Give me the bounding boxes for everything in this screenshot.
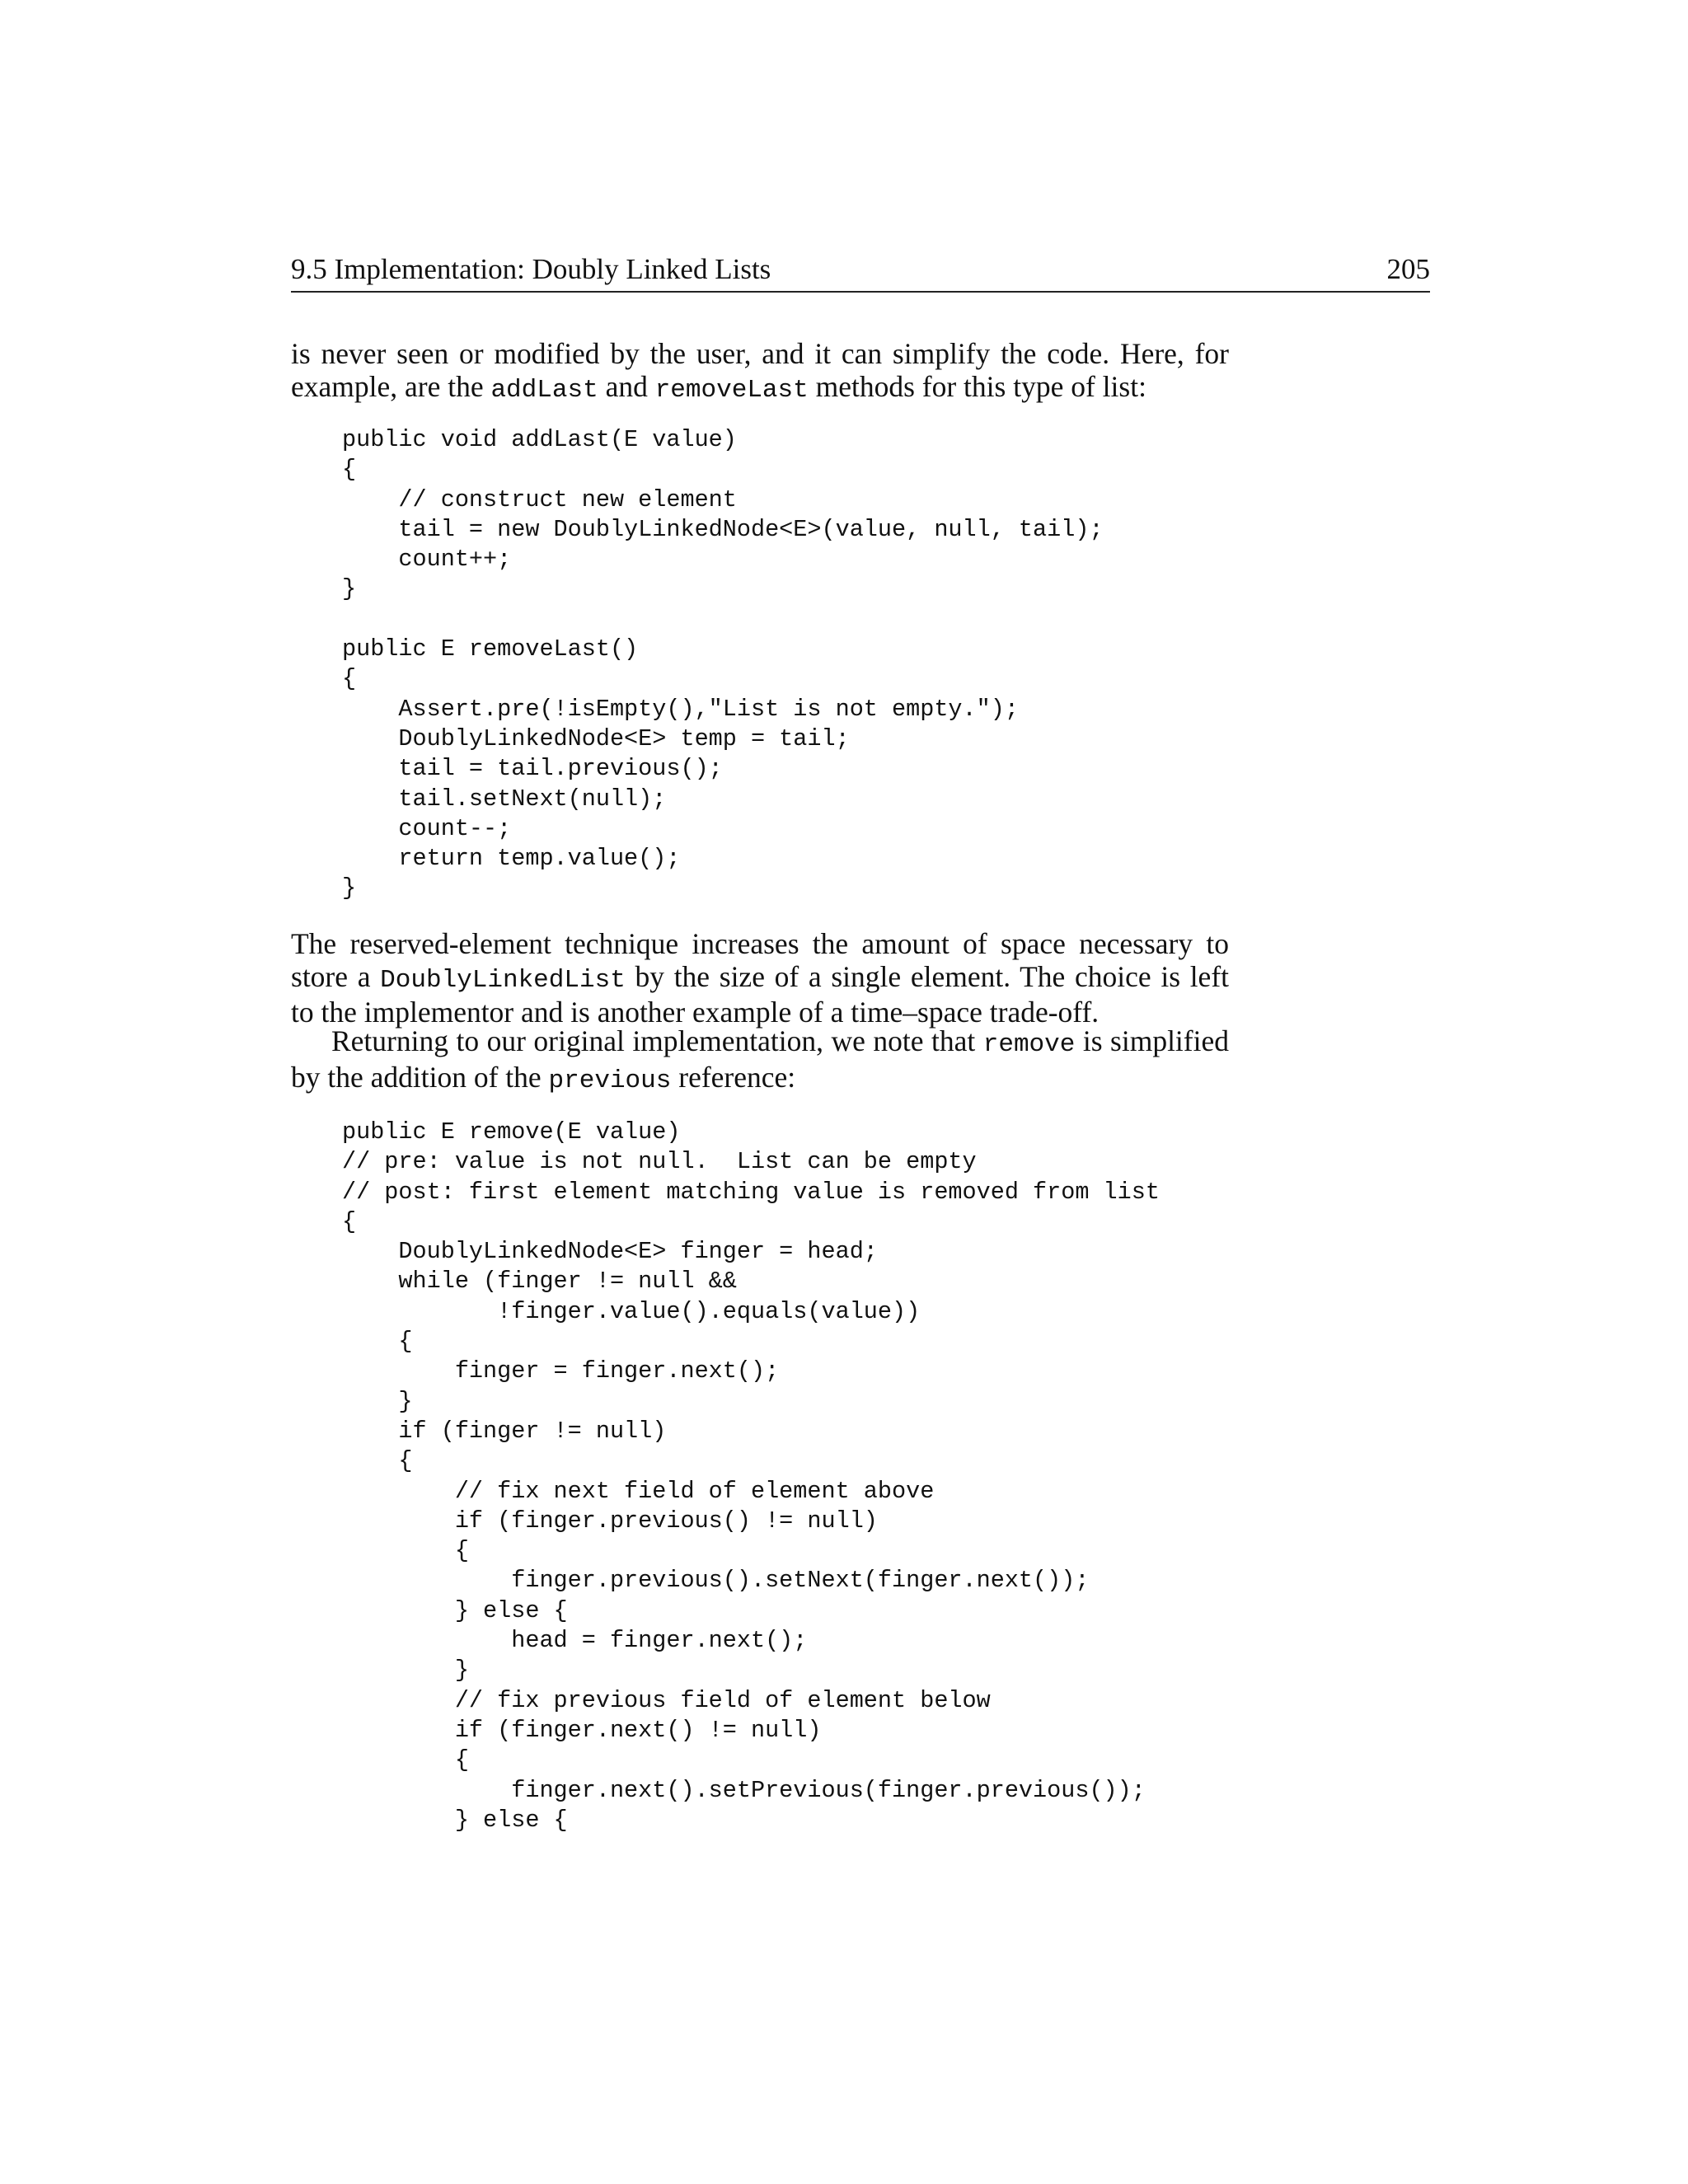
code-line: !finger.value().equals(value)) — [342, 1297, 921, 1325]
paragraph-remove-intro — [291, 1025, 1229, 1097]
text-run: by the size of a single element. The choice is left — [625, 959, 1230, 993]
code-line: public E remove(E value) — [342, 1118, 681, 1146]
code-line: if (finger.previous() != null) — [342, 1507, 878, 1535]
paragraph-line: The reserved-element technique increases the amount of space necessary to — [291, 927, 1229, 960]
text-run: methods for this type of list: — [808, 369, 1146, 403]
page-number: 205 — [1386, 253, 1430, 285]
text-run: by the addition of the — [291, 1060, 549, 1094]
code-line: finger.previous().setNext(finger.next()); — [342, 1567, 1090, 1595]
code-line: if (finger.next() != null) — [342, 1716, 822, 1744]
code-line: tail.setNext(null); — [342, 785, 667, 813]
paragraph-line — [291, 961, 1229, 997]
code-line — [342, 605, 1104, 635]
code-line: tail = tail.previous(); — [342, 755, 723, 783]
code-line: } — [342, 874, 357, 902]
section-title: 9.5 Implementation: Doubly Linked Lists — [291, 253, 771, 285]
code-line: // pre: value is not null. List can be empty — [342, 1148, 977, 1176]
paragraph-reserved-element — [291, 928, 1229, 1029]
code-line: // construct new element — [342, 485, 737, 513]
code-line: // fix previous field of element below — [342, 1686, 991, 1714]
code-line: // fix next field of element above — [342, 1477, 935, 1505]
text-run: store a — [291, 959, 381, 993]
text-run: Returning to our original implementation, we note that — [331, 1024, 983, 1057]
inline-code-remove: remove — [982, 1030, 1076, 1059]
code-line: public void addLast(E value) — [342, 426, 737, 453]
inline-code-previous: previous — [548, 1066, 672, 1095]
paragraph-line — [291, 1025, 1229, 1062]
code-line: while (finger != null && — [342, 1268, 737, 1296]
inline-code-doublylinkedlist: DoublyLinkedList — [380, 965, 626, 995]
text-run: is simplified — [1075, 1024, 1229, 1057]
code-line: if (finger != null) — [342, 1417, 667, 1445]
code-line: } — [342, 1657, 469, 1685]
code-line: public E removeLast() — [342, 635, 639, 663]
code-line: return temp.value(); — [342, 845, 681, 873]
code-line: count++; — [342, 546, 512, 574]
running-head — [291, 250, 1430, 293]
text-run: and — [598, 369, 655, 403]
code-line: DoublyLinkedNode<E> finger = head; — [342, 1238, 878, 1266]
code-line: count--; — [342, 814, 512, 842]
code-line: { — [342, 1207, 357, 1235]
paragraph-line: to the implementor and is another example of a time–space trade-off. — [291, 996, 1100, 1029]
code-line: } — [342, 1387, 413, 1415]
code-listing-remove — [342, 1118, 1160, 1835]
code-line: Assert.pre(!isEmpty(),"List is not empty."); — [342, 695, 1019, 723]
paragraph-line — [291, 1062, 1229, 1098]
text-run: example, are the — [291, 369, 491, 403]
code-line: { — [342, 456, 357, 484]
code-line: { — [342, 1328, 413, 1356]
code-line: } — [342, 575, 357, 603]
code-line: { — [342, 665, 357, 693]
code-line: finger = finger.next(); — [342, 1357, 780, 1385]
code-listing-addlast-removelast — [342, 425, 1104, 904]
code-line: tail = new DoublyLinkedNode<E>(value, null, tail); — [342, 515, 1104, 543]
paragraph-intro — [291, 338, 1229, 406]
code-line: { — [342, 1537, 469, 1565]
code-line: } else { — [342, 1806, 568, 1834]
paragraph-line: is never seen or modified by the user, and it can simplify the code. Here, for — [291, 337, 1229, 370]
code-line: // post: first element matching value is removed from list — [342, 1178, 1160, 1206]
text-run: reference: — [671, 1060, 796, 1094]
code-line: } else { — [342, 1596, 568, 1624]
paragraph-line — [291, 371, 1229, 407]
code-line: DoublyLinkedNode<E> temp = tail; — [342, 724, 850, 752]
code-line: { — [342, 1447, 413, 1475]
code-line: head = finger.next(); — [342, 1627, 808, 1655]
inline-code-removelast: removeLast — [654, 375, 809, 405]
code-line: { — [342, 1746, 469, 1774]
inline-code-addlast: addLast — [490, 375, 598, 405]
code-line: finger.next().setPrevious(finger.previous()); — [342, 1776, 1146, 1804]
